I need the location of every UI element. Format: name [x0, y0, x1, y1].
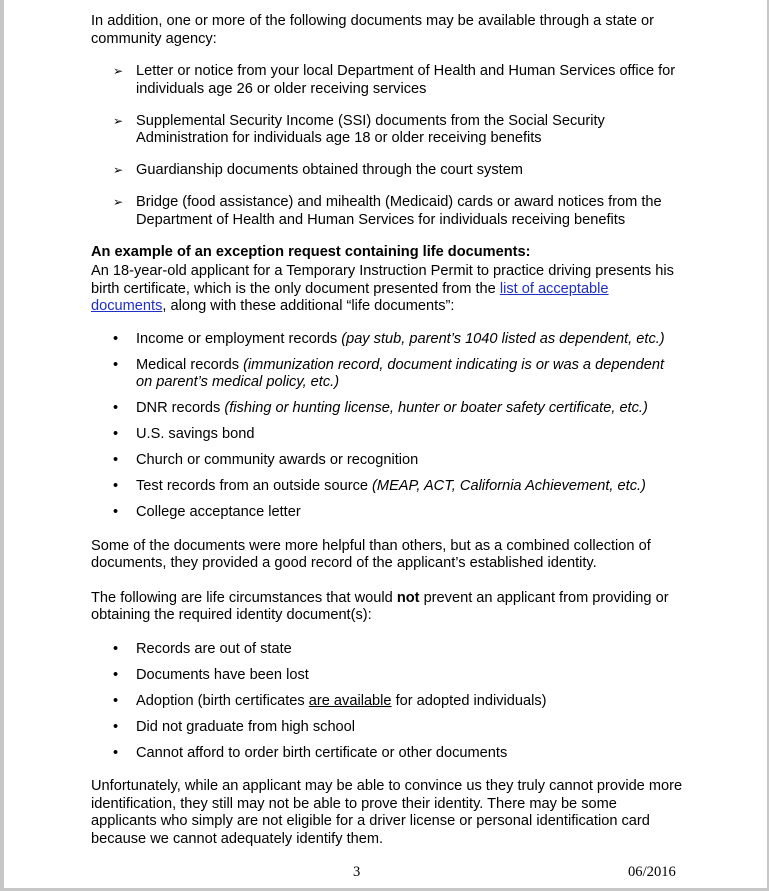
list-item-text: Documents have been lost	[136, 666, 309, 683]
intro-paragraph: In addition, one or more of the following documents may be available through a state or community agency:	[91, 13, 655, 47]
list-item	[91, 478, 683, 496]
page-edge-left	[0, 0, 4, 891]
list-item-text: Medical records	[136, 356, 244, 373]
list-item-text: Supplemental Security Income (SSI) documents from the Social Security Administration for individuals age 18 or older receiving benefits	[136, 112, 605, 146]
list-item	[91, 162, 683, 180]
bullet-icon: •	[113, 504, 119, 520]
underlined-text: are available	[308, 692, 392, 709]
list-item-text: Income or employment records	[136, 330, 342, 347]
list-item	[91, 719, 683, 737]
life-documents-list	[91, 331, 683, 522]
bullet-icon: •	[113, 426, 119, 442]
list-item	[91, 357, 683, 392]
acceptable-documents-link[interactable]: list of acceptable documents	[91, 280, 609, 314]
list-item	[91, 400, 683, 418]
list-item	[91, 667, 683, 685]
bullet-icon: •	[113, 452, 119, 468]
list-item	[91, 331, 683, 349]
bullet-icon: •	[113, 400, 119, 416]
bullet-icon: •	[113, 692, 119, 709]
list-item-text: Cannot afford to order birth certificate or other documents	[136, 744, 508, 761]
list-item-text: Bridge (food assistance) and mihealth (Medicaid) cards or award notices from the Department of Health and Human Services for individuals receiving benefits	[136, 194, 662, 228]
list-item	[91, 745, 683, 763]
circumstances-list	[91, 641, 683, 763]
page-number: 3	[353, 864, 361, 880]
list-item	[91, 452, 683, 470]
list-item-text: U.S. savings bond	[136, 426, 255, 442]
list-item-text: DNR records	[136, 400, 225, 416]
list-item-text: Church or community awards or recognition	[136, 452, 419, 468]
list-item-text: College acceptance letter	[136, 504, 301, 520]
list-item	[91, 426, 683, 444]
bullet-icon: •	[113, 356, 119, 373]
list-item-text: Did not graduate from high school	[136, 718, 356, 735]
list-item-text-end: for adopted individuals)	[391, 692, 547, 709]
list-item-note: (fishing or hunting license, hunter or boater safety certificate, etc.)	[224, 400, 648, 416]
list-item-text: Records are out of state	[136, 640, 292, 657]
list-item-text: Adoption (birth certificates	[136, 692, 309, 709]
list-item-text: Test records from an outside source	[136, 478, 373, 494]
bullet-icon: •	[113, 640, 119, 657]
arrow-bullet-icon: ➢	[113, 195, 124, 209]
list-item	[91, 63, 683, 98]
list-item	[91, 504, 683, 522]
arrow-bullet-icon: ➢	[113, 64, 124, 78]
list-item-text: Letter or notice from your local Department of Health and Human Services office for individuals age 26 or older receiving services	[136, 63, 676, 97]
arrow-bullet-icon: ➢	[113, 163, 124, 177]
example-text-after: , along with these additional “life documents”:	[162, 298, 455, 314]
summary-paragraph: Some of the documents were more helpful than others, but as a combined collection of documents, they provided a good record of the applicant’s established identity.	[91, 537, 651, 571]
bullet-icon: •	[113, 718, 119, 735]
circumstances-intro-before: The following are life circumstances that would	[91, 589, 397, 606]
list-item-note: (immunization record, document indicating is or was a dependent on parent’s medical policy, etc.)	[136, 356, 665, 390]
example-text-before: An 18-year-old applicant for a Temporary Instruction Permit to practice driving presents his birth certificate, which is the only document presented from the	[91, 263, 674, 297]
bullet-icon: •	[113, 478, 119, 494]
circumstances-intro-after: prevent an applicant from providing or obtaining the required identity document(s):	[91, 589, 669, 623]
list-item-note: (pay stub, parent’s 1040 listed as dependent, etc.)	[341, 330, 665, 347]
bullet-icon: •	[113, 744, 119, 761]
arrow-bullet-icon: ➢	[113, 113, 124, 128]
example-paragraph	[91, 263, 683, 316]
circumstances-intro-paragraph	[91, 590, 683, 625]
list-item-note: (MEAP, ACT, California Achievement, etc.)	[372, 478, 646, 494]
document-page	[91, 13, 683, 848]
bullet-icon: •	[113, 330, 119, 347]
agency-documents-list	[91, 63, 683, 229]
list-item	[91, 693, 683, 711]
list-item	[91, 194, 683, 229]
revision-date: 06/2016	[628, 864, 676, 880]
section-heading: An example of an exception request containing life documents:	[91, 243, 531, 260]
circumstances-intro-bold: not	[396, 589, 420, 606]
list-item-text: Guardianship documents obtained through the court system	[136, 162, 523, 178]
bullet-icon: •	[113, 666, 119, 683]
list-item	[91, 113, 683, 148]
list-item	[91, 641, 683, 659]
closing-paragraph: Unfortunately, while an applicant may be able to convince us they truly cannot provide more identification, they still may not be able to prove their identity. There may be some applicants who simply are not eligible for a driver license or personal identification card because we cannot adequately identify them.	[91, 778, 683, 847]
